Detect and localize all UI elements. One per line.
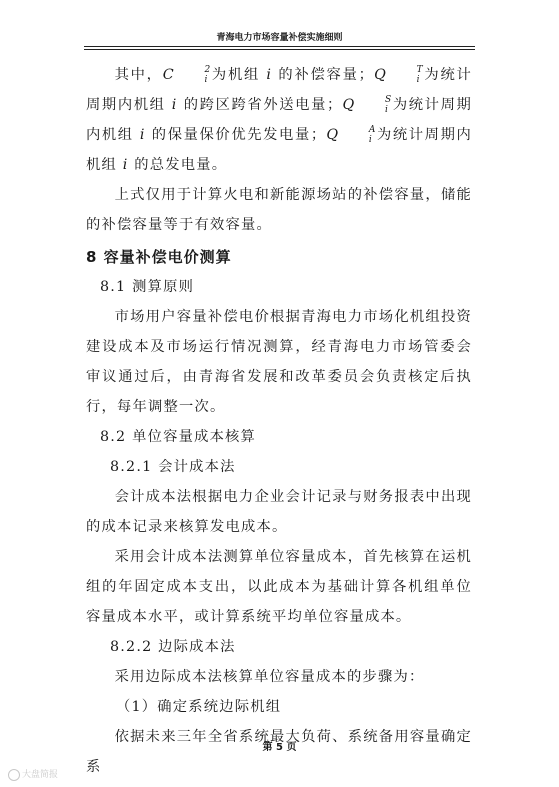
symbol-qai: Q A i xyxy=(326,125,377,145)
paragraph-accounting-method: 会计成本法根据电力企业会计记录与财务报表中出现的成本记录来核算发电成本。 xyxy=(86,489,472,535)
section-heading-8-2-1: 8.2.1 会计成本法 xyxy=(110,459,236,475)
paragraph-variable-definitions: 其中，C 2 i 为机组 i 的补偿容量；Q T i 为统计周期内机组 i 的跨区跨省外送电量；Q S i 为统计周期内机组 i 的保量保价优先发电量；Q A i 为统计周期内机组 i 的总发电量。 xyxy=(86,65,473,173)
page-number: 第 5 页 xyxy=(262,742,297,753)
paragraph-scope-note: 上式仅用于计算火电和新能源场站的补偿容量，储能的补偿容量等于有效容量。 xyxy=(86,187,472,233)
paragraph-marginal-unit: 依据未来三年全省系统最大负荷、系统备用容量确定系 xyxy=(86,729,472,775)
symbol-qsi: Q S i xyxy=(342,95,393,115)
step-item-1: （1）确定系统边际机组 xyxy=(116,699,282,715)
symbol-c2i: C 2 i xyxy=(162,65,212,85)
watermark: 大盘简报 xyxy=(8,767,58,781)
section-heading-8-1: 8.1 测算原则 xyxy=(100,279,195,295)
paragraph-measurement-principle: 市场用户容量补偿电价根据青海电力市场化机组投资建设成本及市场运行情况测算，经青海电力市场管委会审议通过后，由青海省发展和改革委员会负责核定后执行，每年调整一次。 xyxy=(86,309,472,415)
document-body xyxy=(86,60,472,782)
paragraph-marginal-method: 采用边际成本法核算单位容量成本的步骤为： xyxy=(114,669,425,685)
section-heading-8-2: 8.2 单位容量成本核算 xyxy=(100,429,257,445)
paragraph-accounting-steps: 采用会计成本法测算单位容量成本，首先核算在运机组的年固定成本支出，以此成本为基础计算各机组单位容量成本水平，或计算系统平均单位容量成本。 xyxy=(86,549,472,625)
section-heading-8: 8 容量补偿电价测算 xyxy=(86,248,232,266)
section-heading-8-2-2: 8.2.2 边际成本法 xyxy=(110,639,236,655)
symbol-qti: Q T i xyxy=(374,65,424,85)
page-header: 青海电力市场容量补偿实施细则 xyxy=(84,30,475,47)
watermark-logo-icon xyxy=(8,769,20,781)
